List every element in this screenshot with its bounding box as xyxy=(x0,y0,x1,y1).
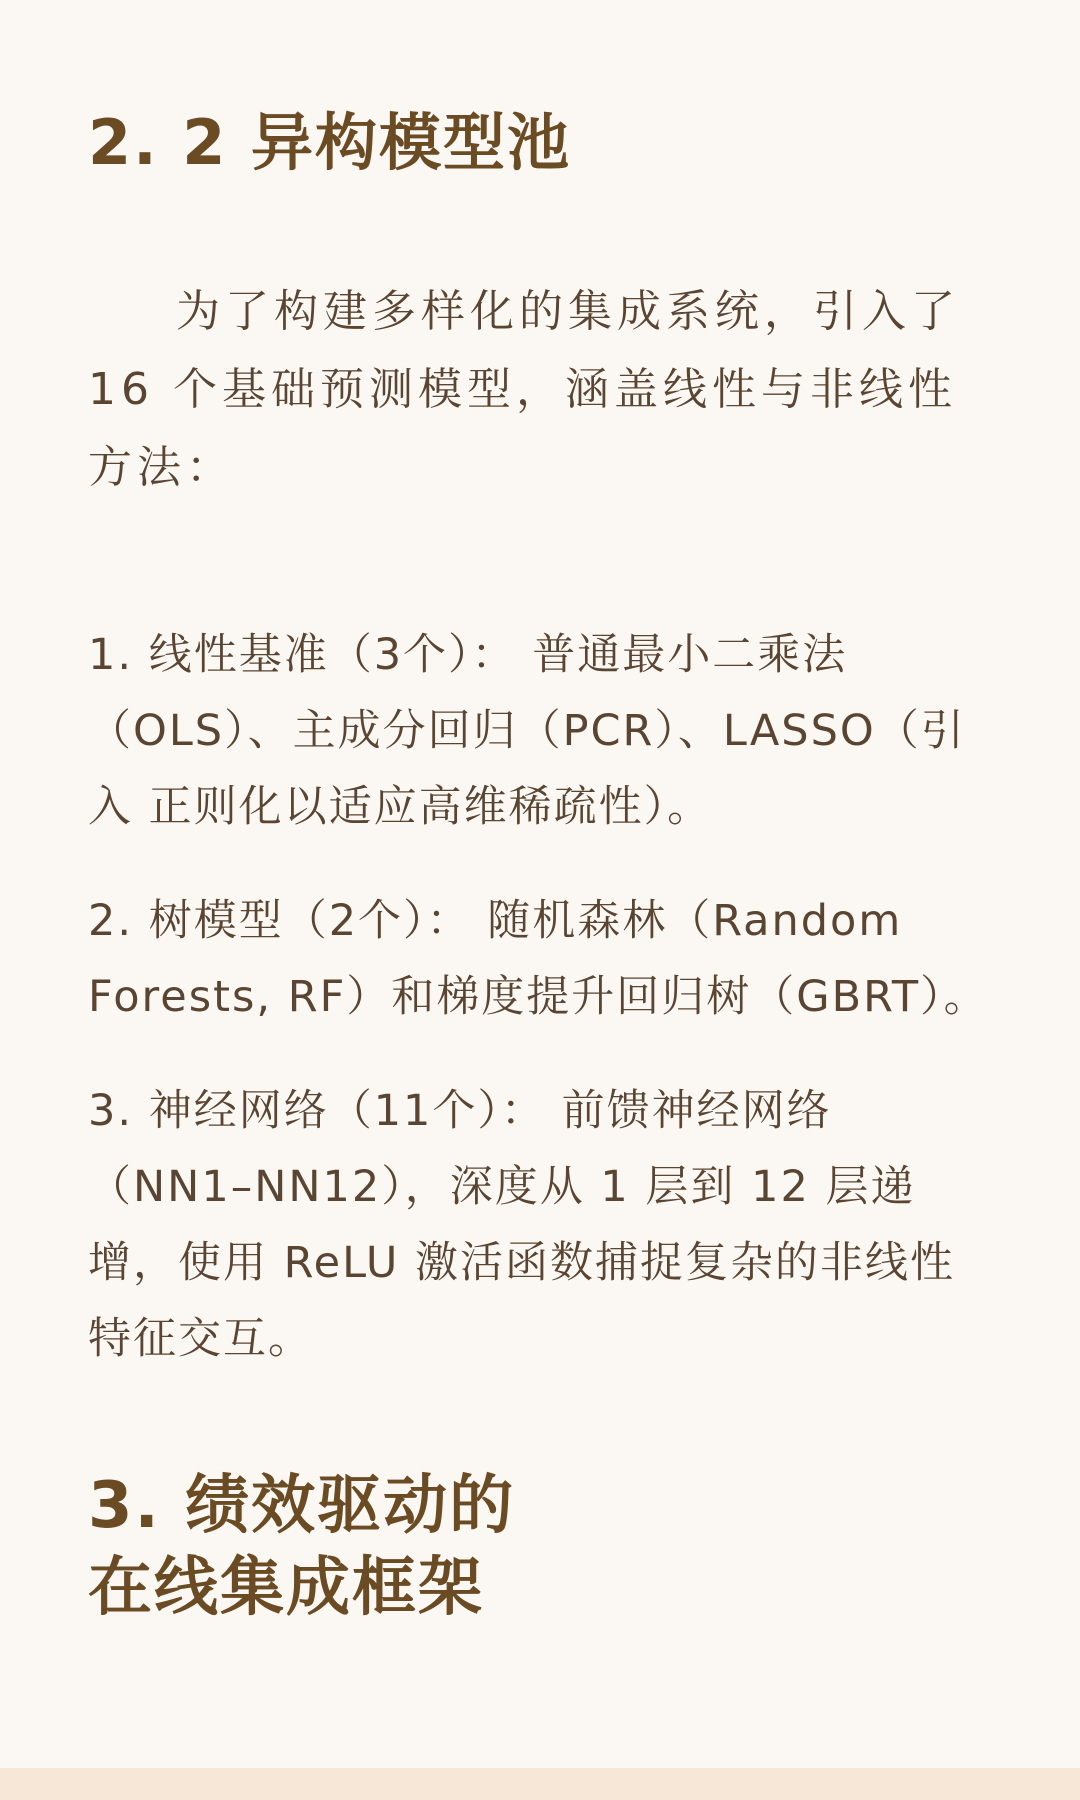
list-item-tree-models: 2. 树模型（2个）： 随机森林（Random Forests, RF）和梯度提升回归树（GBRT）。 xyxy=(88,895,989,1022)
section-heading-2-2: 2. 2 异构模型池 xyxy=(88,106,572,179)
list-item-linear-models: 1. 线性基准（3个）： 普通最小二乘法（OLS）、主成分回归（PCR）、LASSO（引入 正则化以适应高维稀疏性）。 xyxy=(88,629,966,832)
intro-paragraph: 为了构建多样化的集成系统，引入了 16 个基础预测模型，涵盖线性与非线性方法： xyxy=(88,285,960,493)
bottom-strip xyxy=(0,1768,1080,1800)
section-heading-3-line-1: 3. 绩效驱动的 xyxy=(88,1468,516,1543)
model-list xyxy=(88,617,992,1377)
section-heading-3 xyxy=(88,1465,992,1629)
section-heading-3-line-2: 在线集成框架 xyxy=(88,1550,484,1625)
list-item-neural-networks: 3. 神经网络（11个）： 前馈神经网络（NN1–NN12），深度从 1 层到 12 层递增，使用 ReLU 激活函数捕捉复杂的非线性特征交互。 xyxy=(88,1085,956,1364)
